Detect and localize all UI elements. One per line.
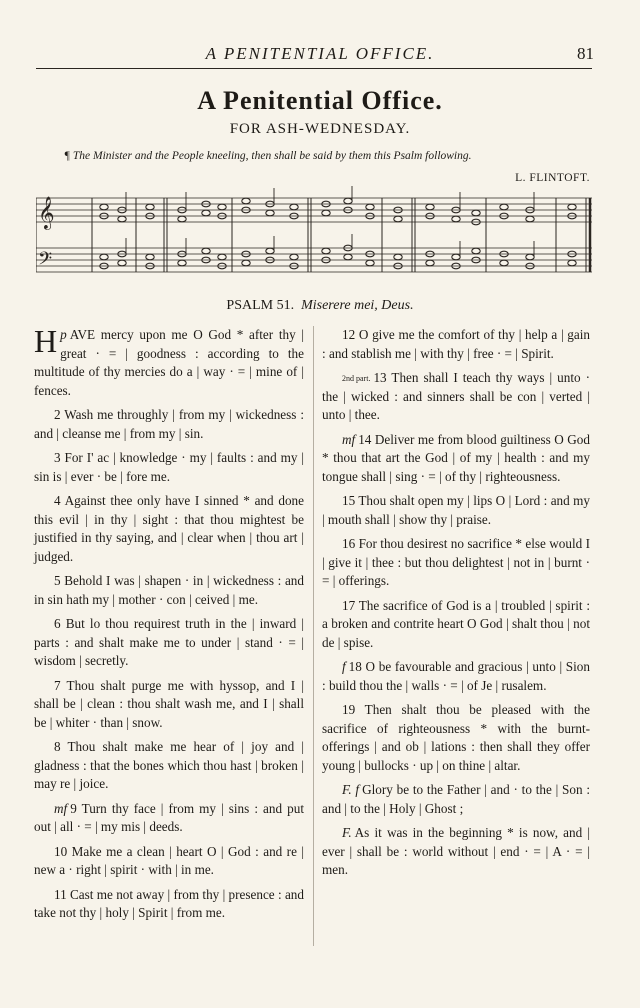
- treble-clef-icon: 𝄞: [38, 196, 55, 229]
- dynamic-mark: f: [342, 659, 346, 674]
- verse-text: As it was in the beginning * is now, and | ever | shall be : world without | end · = | A · = | men.: [322, 825, 590, 877]
- verse: 17 The sacrifice of God is a | troubled | spirit : a broken and contrite heart O God | shalt thou | not de | spise.: [322, 597, 590, 650]
- dynamic-mark: mf: [54, 800, 68, 816]
- verse: [322, 824, 590, 880]
- verse-text: Glory be to the Father | and · to the | Son : and | to the | Holy | Ghost ;: [322, 782, 590, 816]
- verse: [322, 781, 590, 818]
- verse: [322, 658, 590, 695]
- verse: 3 For I' ac | knowledge · my | faults : and my | sin is | ever · be | fore me.: [34, 450, 304, 484]
- verse: 10 Make me a clean | heart O | God : and re | new a · right | spirit · with | in me.: [34, 843, 304, 877]
- verse: 7 Thou shalt purge me with hyssop, and I | shall be | clean : thou shalt wash me, and I | shall be | whiter · than | snow.: [34, 677, 304, 730]
- note-stems: [126, 186, 534, 257]
- page-header: [0, 40, 640, 70]
- verse-text: 9 Turn thy face | from my | sins : and put out | all · = | my mis | deeds.: [34, 800, 304, 834]
- column-divider: [313, 326, 314, 946]
- part-mark: 2nd part.: [342, 373, 371, 383]
- verse: [322, 369, 590, 425]
- verse: 2 Wash me throughly | from my | wickedness : and | cleanse me | from my | sin.: [34, 407, 304, 441]
- verse: 12 O give me the comfort of thy | help a | gain : and stablish me | with thy | free · = | Spirit.: [322, 327, 590, 361]
- chant-notes: [100, 198, 576, 269]
- office-title: A Penitential Office.: [197, 86, 443, 115]
- rubric: ¶ The Minister and the People kneeling, then shall be said by them this Psalm following.: [64, 150, 472, 162]
- running-head: A PENITENTIAL OFFICE.: [205, 44, 435, 63]
- psalm-latin-title: Miserere mei, Deus.: [301, 298, 414, 313]
- dynamic-mark: F.: [342, 825, 352, 840]
- verse: 4 Against thee only have I sinned * and done this evil | in thy | sight : that thou mightest be justified in thy saying, and | clear when | thou art | judged.: [34, 493, 304, 564]
- page-number: 81: [577, 44, 594, 63]
- left-column: [34, 323, 304, 929]
- bass-clef-icon: 𝄢: [38, 249, 53, 274]
- psalm-number: PSALM 51.: [226, 298, 295, 313]
- right-column: [322, 326, 590, 886]
- verse: 19 Then shalt thou be pleased with the sacrifice of righteousness * with the burnt-offerings | and ob | lations : then shall they offer young | bullocks · up | on thine | altar.: [322, 702, 590, 773]
- verse: 11 Cast me not away | from thy | presence : and take not thy | holy | Spirit | from me.: [34, 886, 304, 920]
- dynamic-mark: F. f: [342, 782, 360, 797]
- dynamic-mark: p: [60, 327, 67, 342]
- verse: [34, 323, 304, 400]
- verse: 5 Behold I was | shapen · in | wickedness : and in sin hath my | mother · con | ceived | me.: [34, 573, 304, 607]
- verse-text: AVE mercy upon me O God * after thy | great · = | goodness : according to the multitude of thy mercies do a | way · = | mine of | fences.: [34, 327, 304, 398]
- chant-score: [36, 186, 592, 278]
- treble-staff: [36, 198, 592, 222]
- office-subtitle: FOR ASH-WEDNESDAY.: [229, 121, 411, 137]
- verse: 8 Thou shalt make me hear of | joy and | gladness : that the bones which thou hast | broken | may re | joice.: [34, 739, 304, 791]
- dynamic-mark: mf: [342, 431, 356, 447]
- drop-cap: H: [34, 323, 58, 359]
- verse: [322, 431, 590, 487]
- verse: [34, 800, 304, 837]
- verse: 15 Thou shalt open my | lips O | Lord : and my | mouth shall | show thy | praise.: [322, 493, 590, 527]
- verse-text: 14 Deliver me from blood guiltiness O God * thou that art the God | of my | health : and my tongue shall | sing · = | of thy | righteousness.: [322, 431, 590, 484]
- verse-text: 13 Then shall I teach thy ways | unto · the | wicked : and sinners shall be con | verted | unto | thee.: [322, 370, 590, 422]
- psalm-heading: [0, 298, 640, 314]
- verse-text: 18 O be favourable and gracious | unto | Sion : build thou the | walls · = | of Je | rusalem.: [322, 659, 590, 693]
- header-rule: [36, 68, 592, 69]
- verse: 6 But lo thou requirest truth in the | inward | parts : and shalt make me to under | stand · = | wisdom | secretly.: [34, 616, 304, 668]
- composer-credit: L. FLINTOFT.: [515, 172, 590, 184]
- verse: 16 For thou desirest no sacrifice * else would I | give it | thee : but thou delightest | not in | burnt · = | offerings.: [322, 536, 590, 588]
